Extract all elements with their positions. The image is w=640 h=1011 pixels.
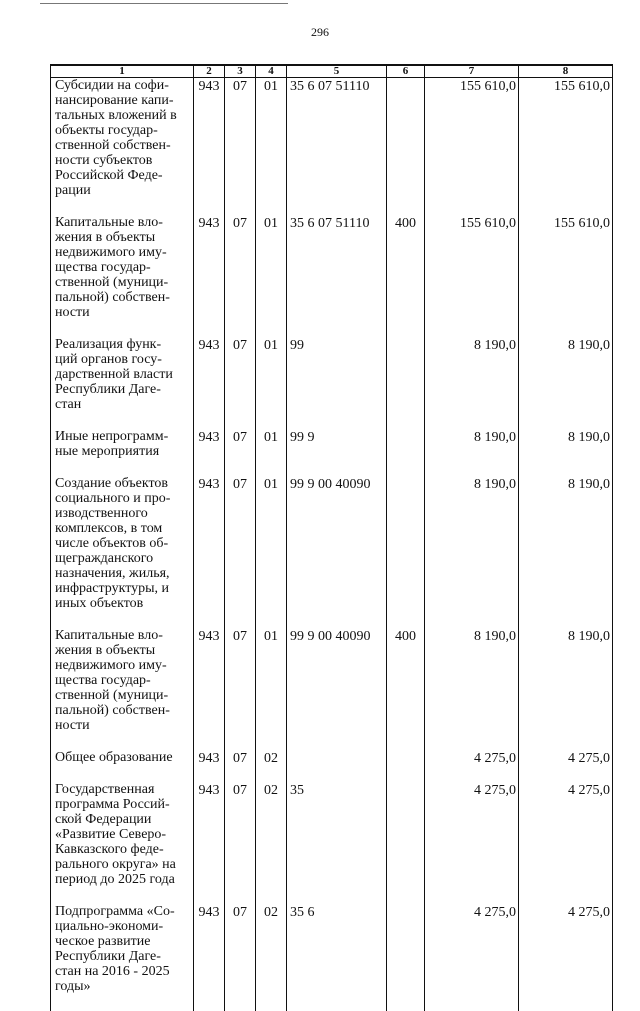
item-name-cell <box>51 750 194 782</box>
expense-type-cell: 400 <box>387 628 425 750</box>
subsection-cell: 01 <box>256 78 287 216</box>
subsection-cell: 01 <box>256 215 287 337</box>
item-name-line: ческое развитие <box>55 934 190 949</box>
item-name-line: изводственного <box>55 506 190 521</box>
target-article-cell: 99 9 00 40090 <box>287 476 387 628</box>
section-cell: 07 <box>225 904 256 1011</box>
table-row <box>51 750 613 782</box>
amount-cell-year2: 155 610,0 <box>519 78 613 216</box>
item-name-line: недвижимого иму- <box>55 658 190 673</box>
expense-type-cell <box>387 429 425 476</box>
column-header: 1 <box>51 65 194 78</box>
item-name-line: стан <box>55 397 190 412</box>
target-article-cell: 35 6 07 51110 <box>287 215 387 337</box>
amount-cell-year2: 8 190,0 <box>519 429 613 476</box>
expense-type-cell <box>387 78 425 216</box>
amount-cell-year1: 155 610,0 <box>425 78 519 216</box>
item-name-line: тальных вложений в <box>55 108 190 123</box>
table-row <box>51 78 613 216</box>
target-article-cell: 35 <box>287 782 387 904</box>
item-name-cell <box>51 904 194 1011</box>
item-name-line: Республики Даге- <box>55 382 190 397</box>
admin-code-cell: 943 <box>194 904 225 1011</box>
budget-table <box>50 64 613 1011</box>
item-name-line: программа Россий- <box>55 797 190 812</box>
section-cell: 07 <box>225 750 256 782</box>
subsection-cell: 02 <box>256 782 287 904</box>
item-name-line: циально-экономи- <box>55 919 190 934</box>
expense-type-cell <box>387 782 425 904</box>
item-name-line: иных объектов <box>55 596 190 611</box>
item-name-line: ные мероприятия <box>55 444 190 459</box>
subsection-cell: 01 <box>256 337 287 429</box>
item-name-line: жения в объекты <box>55 230 190 245</box>
item-name-line: ской Федерации <box>55 812 190 827</box>
column-header: 4 <box>256 65 287 78</box>
admin-code-cell: 943 <box>194 215 225 337</box>
item-name-line: пальной) собствен- <box>55 703 190 718</box>
subsection-cell: 02 <box>256 904 287 1011</box>
target-article-cell: 99 9 00 40090 <box>287 628 387 750</box>
item-name-line: щества государ- <box>55 260 190 275</box>
item-name-line: Подпрограмма «Со- <box>55 904 190 919</box>
amount-cell-year1: 4 275,0 <box>425 750 519 782</box>
item-name-line: Капитальные вло- <box>55 628 190 643</box>
item-name-line: ций органов госу- <box>55 352 190 367</box>
item-name-line: Создание объектов <box>55 476 190 491</box>
table-row <box>51 904 613 1011</box>
item-name-line: ности <box>55 718 190 733</box>
column-header: 6 <box>387 65 425 78</box>
item-name-line: Российской Феде- <box>55 168 190 183</box>
table-row <box>51 337 613 429</box>
subsection-cell: 01 <box>256 628 287 750</box>
item-name-line: Государственная <box>55 782 190 797</box>
table-row <box>51 628 613 750</box>
column-number-row <box>51 65 613 78</box>
amount-cell-year2: 4 275,0 <box>519 750 613 782</box>
item-name-line: Кавказского феде- <box>55 842 190 857</box>
section-cell: 07 <box>225 782 256 904</box>
amount-cell-year1: 4 275,0 <box>425 904 519 1011</box>
section-cell: 07 <box>225 429 256 476</box>
item-name-line: Субсидии на софи- <box>55 78 190 93</box>
admin-code-cell: 943 <box>194 476 225 628</box>
item-name-line: дарственной власти <box>55 367 190 382</box>
admin-code-cell: 943 <box>194 78 225 216</box>
item-name-line: Реализация функ- <box>55 337 190 352</box>
amount-cell-year2: 4 275,0 <box>519 904 613 1011</box>
item-name-line: числе объектов об- <box>55 536 190 551</box>
amount-cell-year2: 8 190,0 <box>519 476 613 628</box>
item-name-line: рального округа» на <box>55 857 190 872</box>
amount-cell-year2: 8 190,0 <box>519 337 613 429</box>
expense-type-cell <box>387 476 425 628</box>
item-name-line: жения в объекты <box>55 643 190 658</box>
expense-type-cell <box>387 337 425 429</box>
item-name-line: ности <box>55 305 190 320</box>
table-row <box>51 476 613 628</box>
column-header: 5 <box>287 65 387 78</box>
amount-cell-year1: 8 190,0 <box>425 429 519 476</box>
expense-type-cell <box>387 904 425 1011</box>
target-article-cell: 35 6 <box>287 904 387 1011</box>
subsection-cell: 02 <box>256 750 287 782</box>
table-row <box>51 215 613 337</box>
section-cell: 07 <box>225 476 256 628</box>
admin-code-cell: 943 <box>194 429 225 476</box>
item-name-line: Республики Даге- <box>55 949 190 964</box>
column-header: 3 <box>225 65 256 78</box>
section-cell: 07 <box>225 215 256 337</box>
item-name-line: объекты государ- <box>55 123 190 138</box>
item-name-line: «Развитие Северо- <box>55 827 190 842</box>
item-name-cell <box>51 78 194 216</box>
item-name-line: недвижимого иму- <box>55 245 190 260</box>
subsection-cell: 01 <box>256 429 287 476</box>
admin-code-cell: 943 <box>194 337 225 429</box>
target-article-cell: 35 6 07 51110 <box>287 78 387 216</box>
top-rule <box>40 3 288 4</box>
target-article-cell: 99 9 <box>287 429 387 476</box>
amount-cell-year2: 4 275,0 <box>519 782 613 904</box>
admin-code-cell: 943 <box>194 750 225 782</box>
item-name-line: период до 2025 года <box>55 872 190 887</box>
item-name-line: ственной (муници- <box>55 688 190 703</box>
table-body <box>51 78 613 1011</box>
table-row <box>51 782 613 904</box>
item-name-line: ственной собствен- <box>55 138 190 153</box>
item-name-line: годы» <box>55 979 190 994</box>
amount-cell-year2: 155 610,0 <box>519 215 613 337</box>
item-name-line: щества государ- <box>55 673 190 688</box>
item-name-line: пальной) собствен- <box>55 290 190 305</box>
item-name-cell <box>51 628 194 750</box>
admin-code-cell: 943 <box>194 782 225 904</box>
column-header: 7 <box>425 65 519 78</box>
section-cell: 07 <box>225 628 256 750</box>
item-name-line: щегражданского <box>55 551 190 566</box>
column-header: 2 <box>194 65 225 78</box>
target-article-cell: 99 <box>287 337 387 429</box>
item-name-cell <box>51 782 194 904</box>
item-name-line: Общее образование <box>55 750 190 765</box>
expense-type-cell: 400 <box>387 215 425 337</box>
page-number: 296 <box>0 25 640 40</box>
section-cell: 07 <box>225 337 256 429</box>
amount-cell-year1: 155 610,0 <box>425 215 519 337</box>
item-name-line: ственной (муници- <box>55 275 190 290</box>
admin-code-cell: 943 <box>194 628 225 750</box>
item-name-line: социального и про- <box>55 491 190 506</box>
item-name-cell <box>51 215 194 337</box>
item-name-line: ности субъектов <box>55 153 190 168</box>
item-name-line: стан на 2016 - 2025 <box>55 964 190 979</box>
item-name-line: Капитальные вло- <box>55 215 190 230</box>
item-name-line: рации <box>55 183 190 198</box>
amount-cell-year1: 4 275,0 <box>425 782 519 904</box>
item-name-line: назначения, жилья, <box>55 566 190 581</box>
item-name-cell <box>51 429 194 476</box>
item-name-cell <box>51 337 194 429</box>
item-name-cell <box>51 476 194 628</box>
amount-cell-year2: 8 190,0 <box>519 628 613 750</box>
section-cell: 07 <box>225 78 256 216</box>
table-row <box>51 429 613 476</box>
item-name-line: Иные непрограмм- <box>55 429 190 444</box>
subsection-cell: 01 <box>256 476 287 628</box>
item-name-line: инфраструктуры, и <box>55 581 190 596</box>
item-name-line: комплексов, в том <box>55 521 190 536</box>
amount-cell-year1: 8 190,0 <box>425 628 519 750</box>
expense-type-cell <box>387 750 425 782</box>
amount-cell-year1: 8 190,0 <box>425 337 519 429</box>
item-name-line: нансирование капи- <box>55 93 190 108</box>
column-header: 8 <box>519 65 613 78</box>
target-article-cell <box>287 750 387 782</box>
amount-cell-year1: 8 190,0 <box>425 476 519 628</box>
